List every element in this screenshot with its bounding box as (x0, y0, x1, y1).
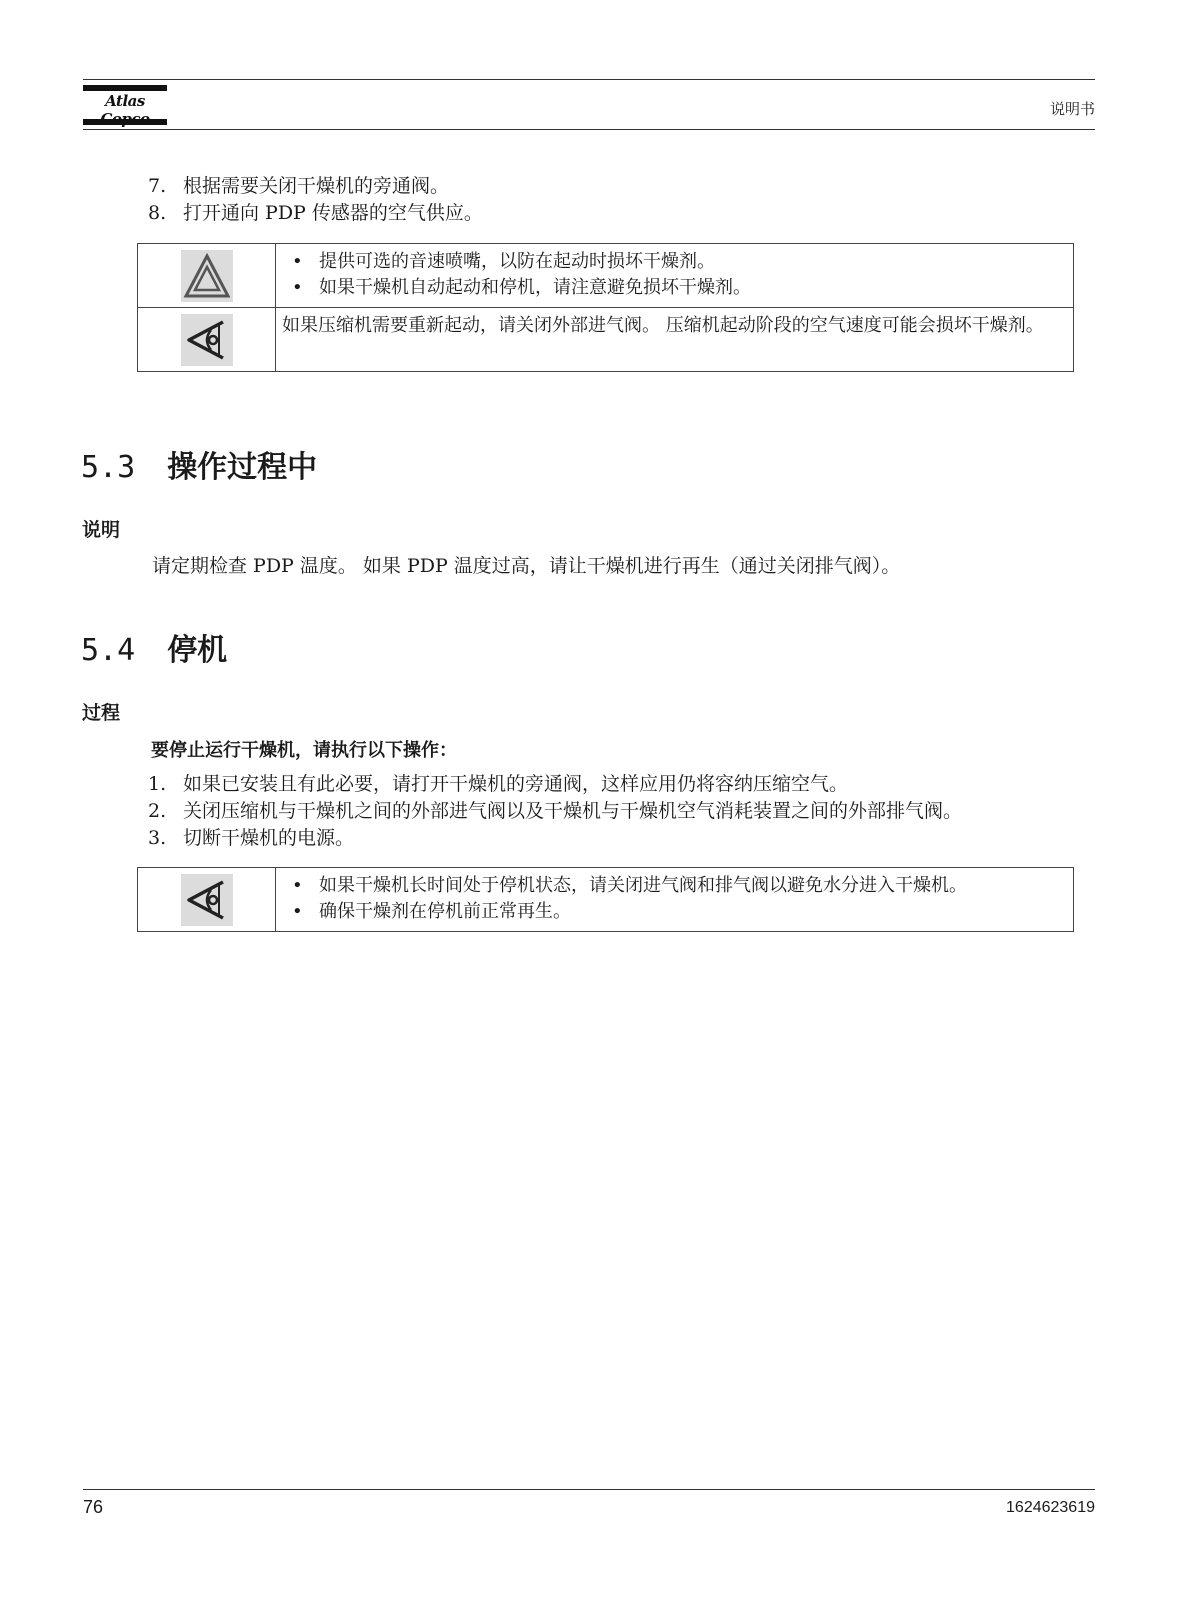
atlas-copco-logo (83, 85, 167, 125)
safety-note-table (137, 243, 1074, 372)
header-top-rule (83, 79, 1095, 80)
list-item: 1. 如果已安装且有此必要，请打开干燥机的旁通阀，这样应用仍将容纳压缩空气。 (148, 773, 849, 795)
section-heading-5-4: 5.4 停机 (81, 633, 228, 668)
attention-text-cell (276, 868, 1074, 932)
eye-attention-icon (181, 314, 233, 366)
footer-rule (83, 1489, 1095, 1490)
shutdown-note-table (137, 867, 1074, 932)
list-item: • 提供可选的音速喷嘴，以防在起动时损坏干燥剂。 (282, 249, 1067, 275)
steps-list-top (148, 173, 483, 227)
attention-text-cell: 如果压缩机需要重新起动，请关闭外部进气阀。 压缩机起动阶段的空气速度可能会损坏干燥剂。 (276, 308, 1074, 372)
eye-attention-icon (181, 874, 233, 926)
subsection-heading-description: 说明 (82, 519, 121, 541)
logo-text: Atlas (105, 92, 145, 110)
attention-icon-cell (138, 868, 276, 932)
procedure-lead: 要停止运行干燥机，请执行以下操作： (151, 740, 457, 761)
section-heading-5-3: 5.3 操作过程中 (81, 450, 318, 485)
subsection-heading-procedure: 过程 (82, 702, 121, 724)
document-number: 1624623619 (1006, 1499, 1095, 1516)
steps-list-shutdown (148, 771, 962, 852)
warning-triangle-icon (181, 250, 233, 302)
list-item: • 确保干燥剂在停机前正常再生。 (282, 899, 1067, 925)
warning-icon-cell (138, 244, 276, 308)
list-item: 3. 切断干燥机的电源。 (148, 827, 355, 849)
attention-icon-cell (138, 308, 276, 372)
header-bottom-rule (83, 129, 1095, 130)
list-item: 8. 打开通向 PDP 传感器的空气供应。 (148, 202, 483, 224)
warning-text-cell (276, 244, 1074, 308)
list-item: • 如果干燥机自动起动和停机，请注意避免损坏干燥剂。 (282, 275, 1067, 301)
page-number: 76 (83, 1497, 104, 1517)
document-type-label: 说明书 (1049, 100, 1095, 118)
list-item: • 如果干燥机长时间处于停机状态，请关闭进气阀和排气阀以避免水分进入干燥机。 (282, 873, 1067, 899)
list-item: 2. 关闭压缩机与干燥机之间的外部进气阀以及干燥机与干燥机空气消耗装置之间的外部排气阀。 (148, 800, 963, 822)
section-paragraph: 请定期检查 PDP 温度。 如果 PDP 温度过高，请让干燥机进行再生（通过关闭排气阀）。 (152, 555, 901, 577)
list-item: 7. 根据需要关闭干燥机的旁通阀。 (148, 175, 450, 197)
